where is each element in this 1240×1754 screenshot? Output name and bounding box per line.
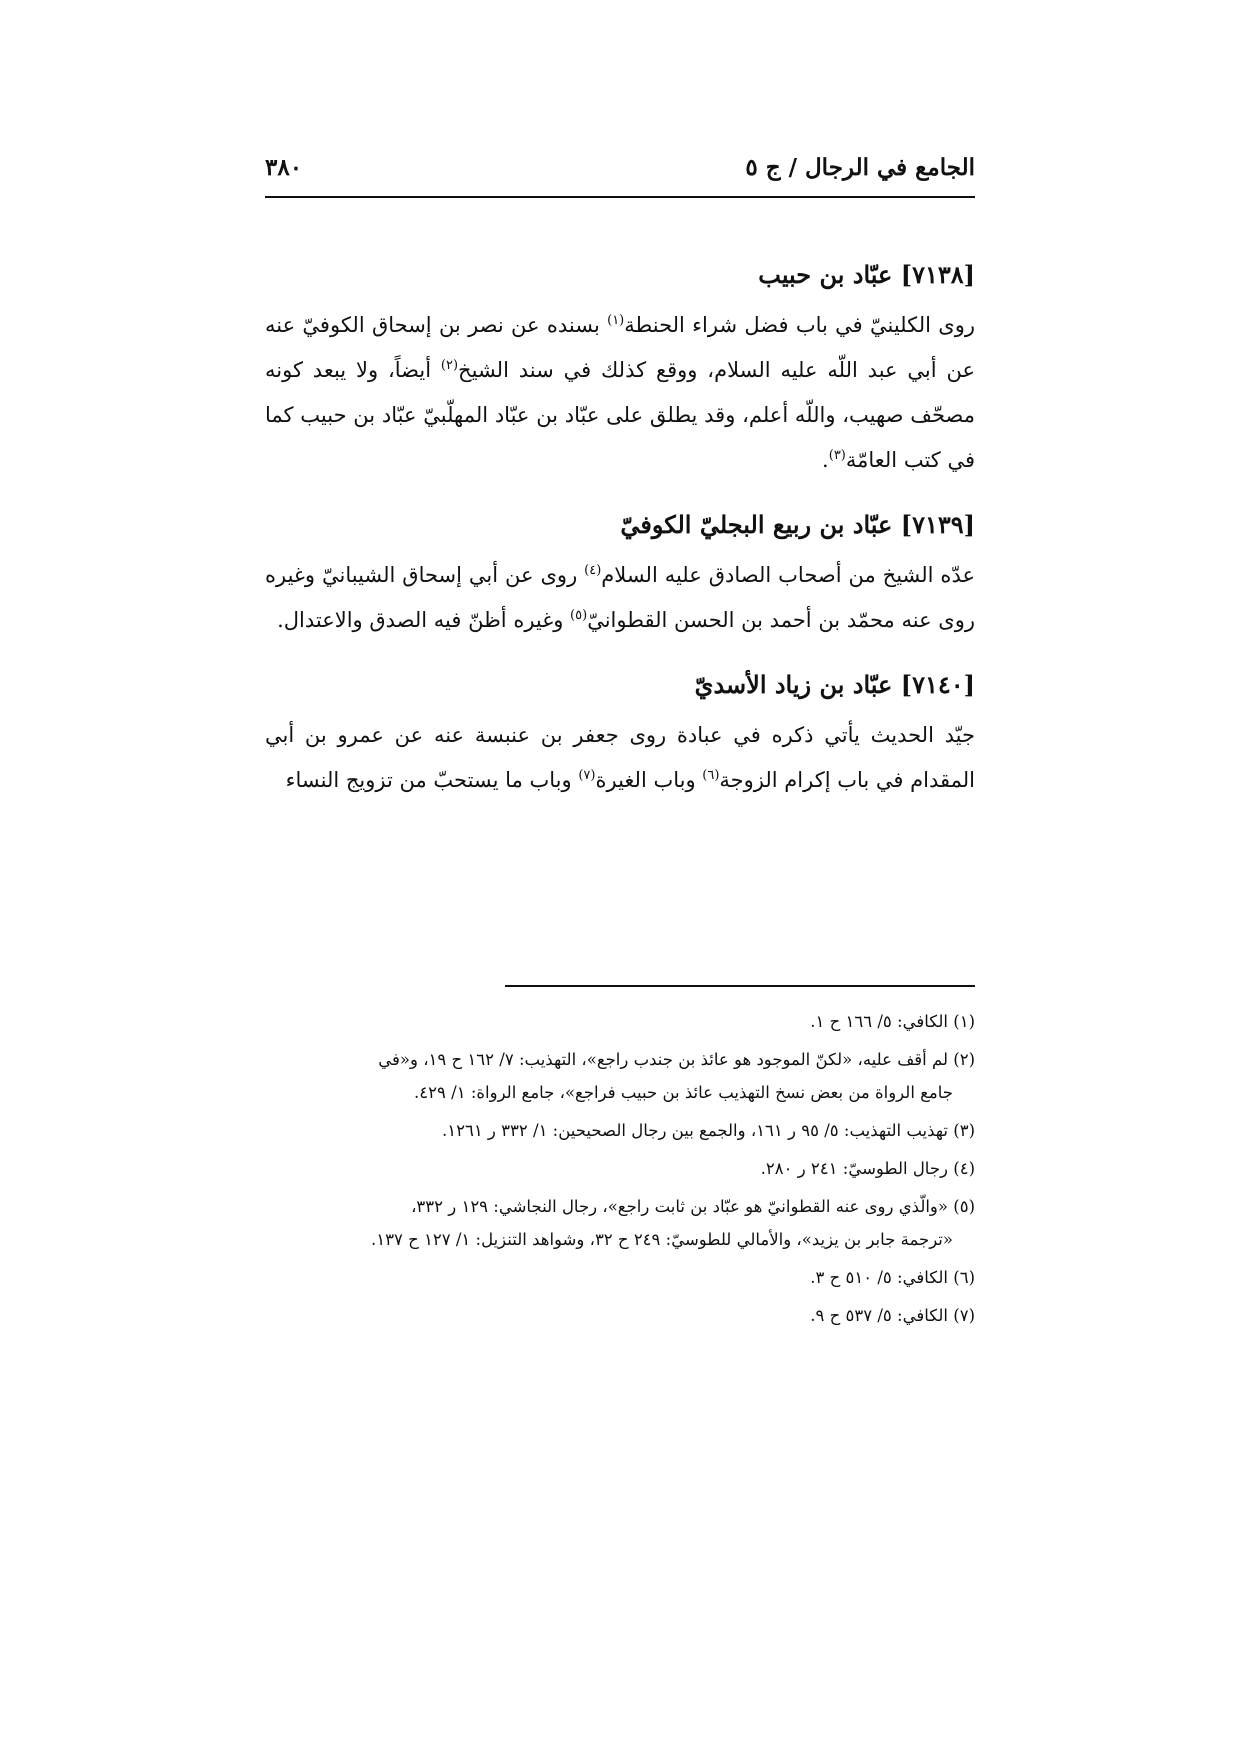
entry-heading — [265, 665, 975, 705]
footnotes — [265, 1005, 975, 1337]
entry-number: [٧١٣٨] — [900, 260, 975, 289]
entry-number: [٧١٤٠] — [900, 670, 975, 699]
page-number: ٣٨٠ — [265, 154, 303, 181]
footnote-ref[interactable]: (٣) — [828, 448, 846, 463]
entry-paragraph: عدّه الشيخ من أصحاب الصادق عليه السلام$^{(٤)}$ روى عن أبي إسحاق الشيبانيّ وغيره روى عنه محمّد بن أحمد بن الحسن القطوانيّ$^{(٥)}$ وغيره أظنّ فيه الصدق والاعتدال. — [265, 563, 975, 632]
page-header — [265, 150, 975, 198]
footnote-4: (٤) رجال الطوسيّ: ٢٤١ ر ٢٨٠. — [760, 1159, 975, 1178]
main-text — [265, 255, 975, 803]
header-rule — [265, 196, 975, 198]
footnote-separator — [505, 985, 975, 987]
entry-paragraph: جيّد الحديث يأتي ذكره في عبادة روى جعفر بن عنبسة عنه عن عمرو بن أبي المقدام في باب إكرام الزوجة$^{(٦)}$ وباب الغيرة$^{(٧)}$ وباب ما يستحبّ من تزويج النساء — [265, 723, 975, 792]
entry-heading — [265, 255, 975, 295]
footnote-ref[interactable]: (٦) — [702, 768, 720, 783]
entry-number: [٧١٣٩] — [900, 510, 975, 539]
footnote-ref[interactable]: (٢) — [440, 358, 459, 373]
entry-name: عبّاد بن زياد الأسديّ — [694, 670, 893, 699]
footnote-7: (٧) الكافي: ٥/ ٥٣٧ ح ٩. — [810, 1306, 975, 1325]
footnote-ref[interactable]: (٧) — [578, 768, 596, 783]
entry-paragraph: روى الكلينيّ في باب فضل شراء الحنطة$^{(١)}$ بسنده عن نصر بن إسحاق الكوفيّ عنه عن أبي عبد اللّه عليه السلام، ووقع كذلك في سند الشيخ$^{(٢)}$ أيضاً، ولا يبعد كونه مصحّف صهيب، واللّه أعلم، وقد يطلق على عبّاد بن عبّاد المهلّبيّ عبّاد بن حبيب كما في كتب العامّة$^{(٣)}$. — [265, 313, 975, 472]
footnote-ref[interactable]: (١) — [607, 313, 625, 328]
entry-7140 — [265, 665, 975, 803]
footnote-6: (٦) الكافي: ٥/ ٥١٠ ح ٣. — [810, 1268, 975, 1287]
footnote-1: (١) الكافي: ٥/ ١٦٦ ح ١. — [810, 1012, 975, 1031]
entry-name: عبّاد بن ربيع البجليّ الكوفيّ — [620, 510, 893, 539]
footnote-3: (٣) تهذيب التهذيب: ٥/ ٩٥ ر ١٦١، والجمع بين رجال الصحيحين: ١/ ٣٣٢ ر ١٢٦١. — [441, 1121, 975, 1140]
footnote-ref[interactable]: (٤) — [584, 563, 602, 578]
entry-heading — [265, 505, 975, 545]
entry-7139 — [265, 505, 975, 643]
entry-7138 — [265, 255, 975, 483]
entry-name: عبّاد بن حبيب — [758, 260, 893, 289]
footnote-5: (٥) «والّذي روى عنه القطوانيّ هو عبّاد بن ثابت راجع»، رجال النجاشي: ١٢٩ ر ٣٣٢، «ترجمة جابر بن يزيد»، والأمالي للطوسيّ: ٢٤٩ ح ٣٢، وشواهد التنزيل: ١/ ١٢٧ ح ١٣٧. — [371, 1197, 975, 1249]
footnote-2: (٢) لم أقف عليه، «لكنّ الموجود هو عائذ بن جندب راجع»، التهذيب: ٧/ ١٦٢ ح ١٩، و«في جامع الرواة من بعض نسخ التهذيب عائذ بن حبيب فراجع»، جامع الرواة: ١/ ٤٢٩. — [378, 1050, 975, 1102]
footnote-ref[interactable]: (٥) — [570, 608, 588, 623]
running-title: الجامع في الرجال / ج ٥ — [745, 154, 975, 181]
